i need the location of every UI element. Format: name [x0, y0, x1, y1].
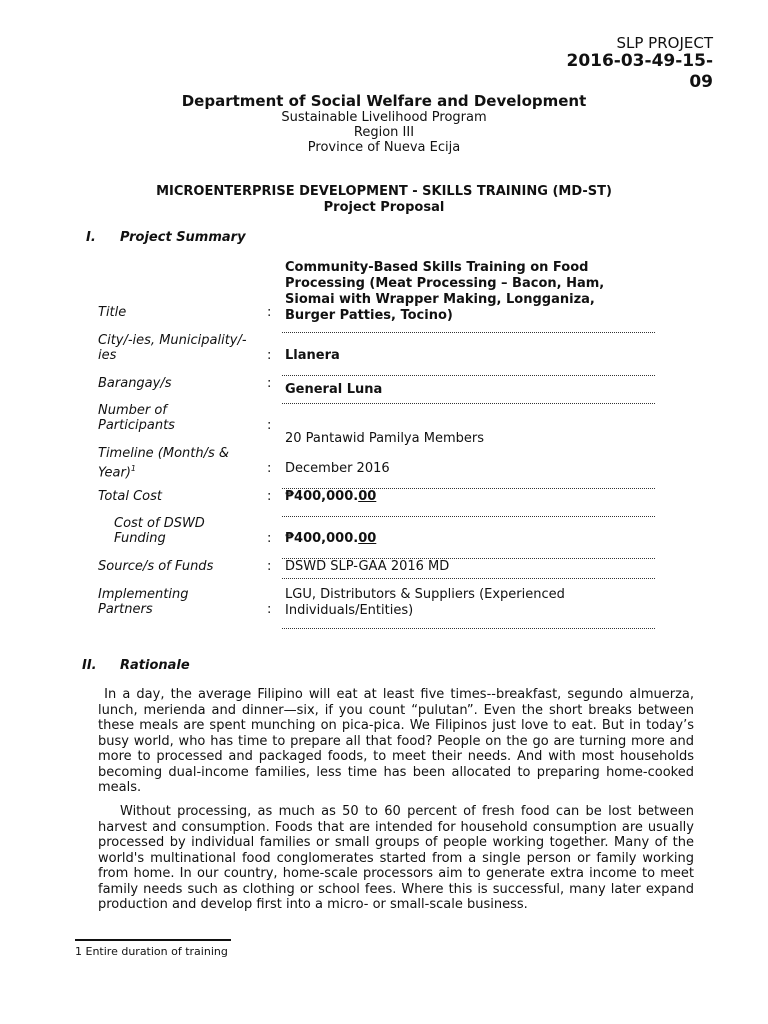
- region-name: Region III: [353, 125, 415, 140]
- dswd-cost-value: ₱400,000.00: [285, 531, 377, 546]
- timeline-label: Timeline (Month/s & Year)$^1$: [98, 446, 230, 481]
- participants-colon: :: [267, 418, 272, 433]
- barangay-label: Barangay/s: [98, 376, 172, 391]
- project-code: 2016-03-49-15-09: [566, 51, 713, 92]
- timeline-colon: :: [267, 461, 272, 476]
- section2-title: Rationale: [120, 658, 190, 673]
- footnote: [75, 945, 228, 958]
- section1-number: I.: [86, 230, 96, 245]
- partners-underline: [282, 628, 655, 629]
- barangay-underline: [282, 403, 655, 404]
- document-title: MICROENTERPRISE DEVELOPMENT - SKILLS TRAINING (MD-ST): [156, 184, 612, 199]
- total-cost-value: ₱400,000.00: [285, 489, 377, 504]
- barangay-value: General Luna: [285, 382, 383, 397]
- department-name: Department of Social Welfare and Development: [181, 92, 587, 110]
- timeline-value: December 2016: [285, 461, 390, 476]
- timeline-footnote-ref: 1: [130, 464, 136, 473]
- source-colon: :: [267, 559, 272, 574]
- partners-colon: :: [267, 602, 272, 617]
- title-colon: :: [267, 305, 272, 320]
- city-label: City/-ies, Municipality/-ies: [98, 333, 247, 363]
- barangay-colon: :: [267, 376, 272, 391]
- source-value: DSWD SLP-GAA 2016 MD: [285, 559, 450, 574]
- city-underline: [282, 375, 655, 376]
- dswd-cost-colon: :: [267, 531, 272, 546]
- section1-title: Project Summary: [120, 230, 246, 245]
- footnote-text: Entire duration of training: [85, 945, 228, 958]
- dswd-cost-label: Cost of DSWD Funding: [114, 516, 205, 546]
- document-subtitle: Project Proposal: [323, 200, 445, 215]
- city-value: Llanera: [285, 348, 340, 363]
- source-underline: [282, 578, 655, 579]
- title-label: Title: [98, 305, 127, 320]
- program-name: Sustainable Livelihood Program: [281, 110, 487, 125]
- title-underline: [282, 332, 655, 333]
- total-cost-label: Total Cost: [98, 489, 162, 504]
- rationale-paragraph-1: In a day, the average Filipino will eat at least five times--breakfast, segundo almuerza, lunch, merienda and dinner—six, if you count “pulutan”. Even the short breaks between these meals are spent munching on pica-pica. We Filipinos just love to eat. But in today’s busy world, who has time to prepare all that food? People on the go are turning more and more to processed and packaged foods, to meet their needs. And with most households becoming dual-income families, less time has been allocated to preparing home-cooked meals.: [98, 687, 699, 795]
- total-cost-underline: [282, 516, 655, 517]
- source-label: Source/s of Funds: [98, 559, 214, 574]
- title-value: Community-Based Skills Training on Food Processing (Meat Processing – Bacon, Ham, Siomai with Wrapper Making, Longganiza, Burger Patties, Tocino): [285, 260, 605, 323]
- province-name: Province of Nueva Ecija: [307, 140, 461, 155]
- partners-label: Implementing Partners: [98, 587, 189, 617]
- footnote-number: 1: [75, 945, 82, 958]
- participants-value: 20 Pantawid Pamilya Members: [285, 431, 484, 446]
- partners-value: LGU, Distributors & Suppliers (Experienced Individuals/Entities): [285, 587, 565, 618]
- project-label: SLP PROJECT: [616, 34, 713, 52]
- total-cost-colon: :: [267, 489, 272, 504]
- participants-label: Number of Participants: [98, 403, 175, 433]
- city-colon: :: [267, 348, 272, 363]
- rationale-paragraph-2: Without processing, as much as 50 to 60 percent of fresh food can be lost between harvest and consumption. Foods that are intended for household consumption are usually processed by individual families or small groups of people working together. Many of the world's multinational food conglomerates started from a single person or family working from home. In our country, home-scale processors aim to generate extra income to meet family needs such as clothing or school fees. Where this is successful, many later expand production and develop first into a micro- or small-scale business.: [98, 804, 694, 912]
- footnote-separator: [75, 939, 231, 941]
- section2-number: II.: [82, 658, 97, 673]
